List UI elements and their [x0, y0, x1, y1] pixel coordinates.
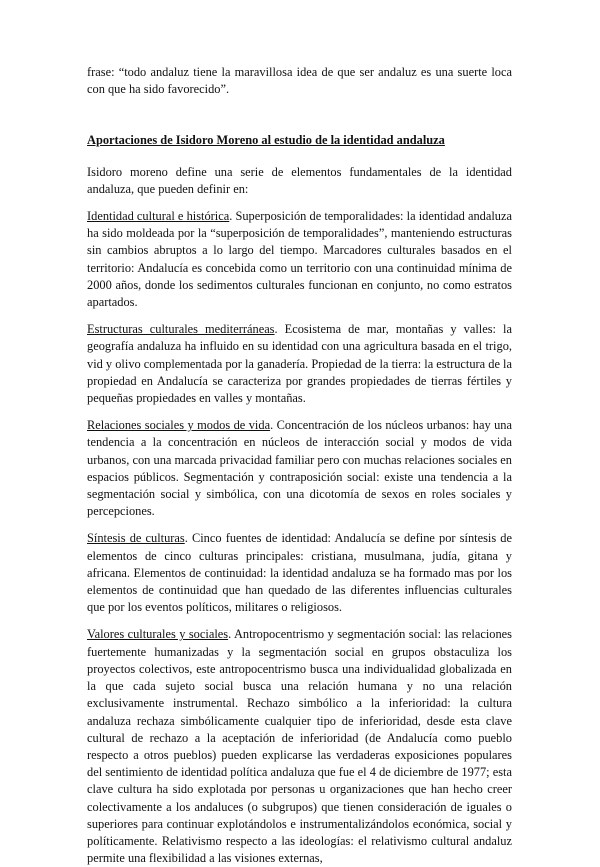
- body-sintesis-culturas: . Cinco fuentes de identidad: Andalucía se define por síntesis de elementos de cinco culturas principales: cristiana, musulmana, judía, gitana y africana. Elementos de continuidad: la identidad andaluza se ha formado mas por los elementos de continuidad que han quedado de las diferentes influencias culturales que por los eventos políticos, militares o religiosos.: [87, 531, 512, 615]
- term-relaciones-sociales: Relaciones sociales y modos de vida: [87, 418, 271, 433]
- term-estructuras-culturales: Estructuras culturales mediterráneas: [87, 322, 275, 337]
- term-sintesis-culturas: Síntesis de culturas: [87, 531, 185, 546]
- body-estructuras-culturales: . Ecosistema de mar, montañas y valles: la geografía andaluza ha influido en su identidad con una agricultura basada en el trigo, vid y olivo complementada por la ganadería. Propiedad de la tierra: la estructura de la propiedad en Andalucía se caracteriza por grandes propiedades de tierras fértiles y pequeñas propiedades en valles y montañas.: [87, 322, 512, 406]
- paragraph-sintesis-culturas: [87, 530, 512, 616]
- body-identidad-cultural: . Superposición de temporalidades: la identidad andaluza ha sido moldeada por la “superposición de temporalidades”, manteniendo estructuras sin cambios abruptos a lo largo del tiempo. Marcadores culturales basados en el territorio: Andalucía es concebida como un territorio con una continuidad mínima de 2000 años, donde los sedimentos culturales funcionan en conjunto, no como estratos apartados.: [87, 209, 512, 310]
- paragraph-valores-culturales: [87, 626, 512, 867]
- paragraph-identidad-cultural: [87, 208, 512, 311]
- lead-paragraph: Isidoro moreno define una serie de elementos fundamentales de la identidad andaluza, que pueden definir en:: [87, 164, 512, 196]
- paragraph-estructuras-culturales: [87, 321, 512, 407]
- body-valores-culturales: . Antropocentrismo y segmentación social: las relaciones fuertemente humanizadas y la segmentación social en grupos obstaculiza los proyectos colectivos, este antropocentrismo busca una individualidad globalizada en la que cada sujeto social busca una relación humana y no una relación exclusivamente instrumental. Rechazo simbólico a la inferioridad: la cultura andaluza rechaza simbólicamente cualquier tipo de inferioridad, desde esta clave cultural de rechazo a la aceptación de inferioridad (de Andalucía como pueblo respecto a otros pueblos) pueden explicarse las verdaderas exposiciones populares del sentimiento de identidad política andaluza que fue el 4 de diciembre de 1977; esta clave cultura ha sido explotada por personas u organizaciones que han hecho creer colectivamente a los andaluces (o subgrupos) que tienen consideración de iguales o superiores para continuar explotándolos e instrumentalizándolos económica, social y políticamente. Relativismo respecto a las ideologías: el relativismo cultural andaluz permite una flexibilidad a las visiones externas,: [87, 627, 512, 866]
- body-relaciones-sociales: . Concentración de los núcleos urbanos: hay una tendencia a la concentración en núcleos de interacción social y modos de vida urbanos, con una marcada privacidad familiar pero con muchas relaciones sociales en espacios públicos. Segmentación y contraposición social: existe una tendencia a la segmentación social y simbólica, con una dicotomía de sexos en roles sociales y percepciones.: [87, 418, 512, 519]
- term-identidad-cultural: Identidad cultural e histórica: [87, 209, 230, 224]
- term-valores-culturales: Valores culturales y sociales: [87, 627, 229, 642]
- paragraph-relaciones-sociales: [87, 417, 512, 520]
- intro-paragraph: frase: “todo andaluz tiene la maravillosa idea de que ser andaluz es una suerte loca con que ha sido favorecido”.: [87, 65, 512, 97]
- section-heading: Aportaciones de Isidoro Moreno al estudio de la identidad andaluza: [87, 133, 445, 148]
